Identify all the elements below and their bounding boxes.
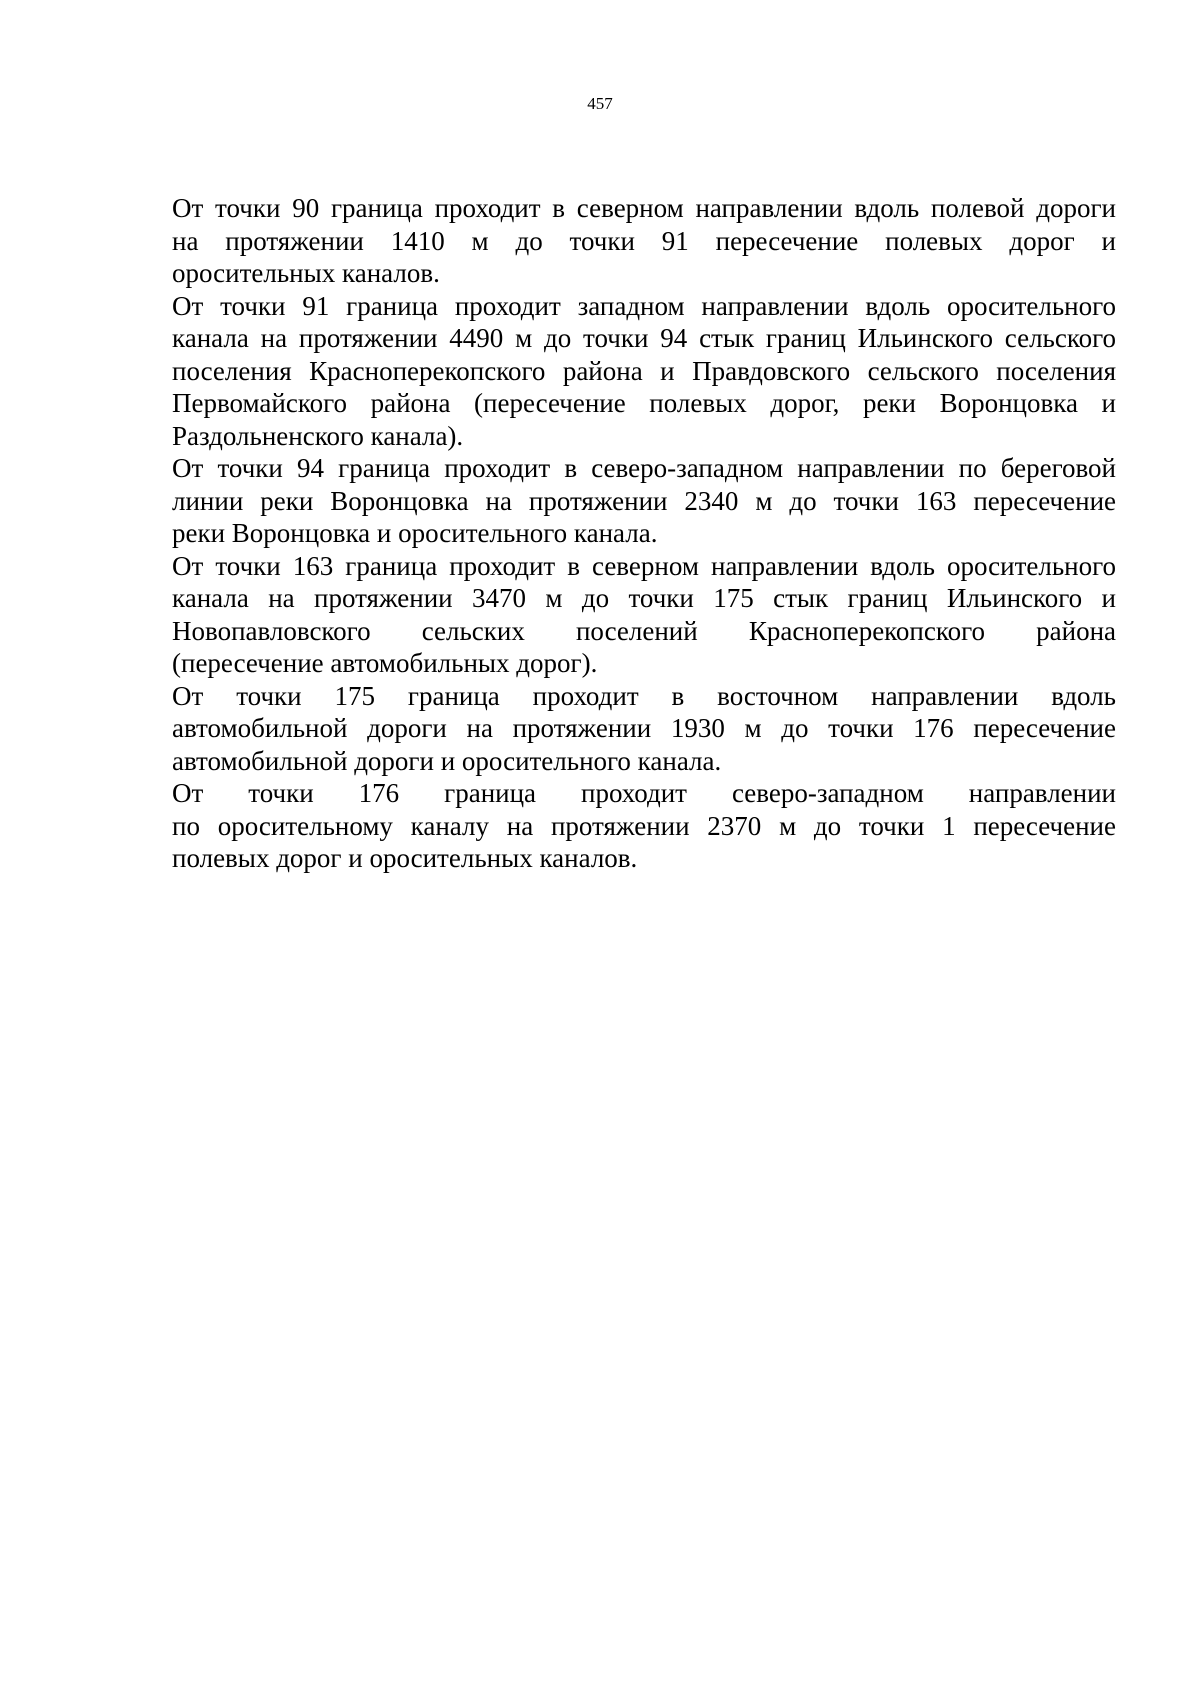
paragraph-line: автомобильной дороги на протяжении 1930 м до точки 176 пересечение [172, 713, 1116, 743]
paragraph-line: От точки 91 граница проходит западном направлении вдоль оросительного [172, 290, 1116, 321]
paragraph-5 [172, 680, 1116, 778]
paragraph-line: по оросительному каналу на протяжении 2370 м до точки 1 пересечение [172, 810, 1116, 841]
paragraph-line: (пересечение автомобильных дорог). [172, 648, 598, 678]
paragraph-line: От точки 90 граница проходит в северном направлении вдоль полевой дороги [172, 193, 1116, 223]
paragraph-3 [172, 452, 1116, 550]
paragraph-line: Первомайского района (пересечение полевых дорог, реки Воронцовка и [172, 388, 1116, 418]
paragraph-1 [172, 192, 1116, 290]
paragraph-line: автомобильной дороги и оросительного канала. [172, 745, 722, 776]
paragraph-line: канала на протяжении 4490 м до точки 94 стык границ Ильинского сельского [172, 323, 1116, 353]
paragraph-line: Новопавловского сельских поселений Красноперекопского района [172, 615, 1116, 646]
paragraph-line: Раздольненского канала). [172, 420, 464, 451]
paragraph-4 [172, 550, 1116, 680]
page-number: 457 [587, 94, 613, 113]
paragraph-line: линии реки Воронцовка на протяжении 2340 м до точки 163 пересечение [172, 485, 1116, 516]
paragraph-line: канала на протяжении 3470 м до точки 175 стык границ Ильинского и [172, 583, 1116, 613]
paragraph-line: полевых дорог и оросительных каналов. [172, 843, 638, 873]
paragraph-6 [172, 777, 1116, 875]
paragraph-line: От точки 94 граница проходит в северо-западном направлении по береговой [172, 453, 1116, 483]
paragraph-line: на протяжении 1410 м до точки 91 пересечение полевых дорог и [172, 225, 1116, 256]
paragraph-line: От точки 176 граница проходит северо-западном направлении [172, 778, 1116, 808]
paragraph-line: От точки 175 граница проходит в восточном направлении вдоль [172, 680, 1116, 711]
paragraph-line: реки Воронцовка и оросительного канала. [172, 518, 658, 548]
paragraph-2 [172, 290, 1116, 453]
paragraph-line: оросительных каналов. [172, 258, 440, 288]
paragraph-line: От точки 163 граница проходит в северном направлении вдоль оросительного [172, 550, 1116, 581]
document-body [172, 192, 1116, 875]
paragraph-line: поселения Красноперекопского района и Правдовского сельского поселения [172, 355, 1116, 386]
